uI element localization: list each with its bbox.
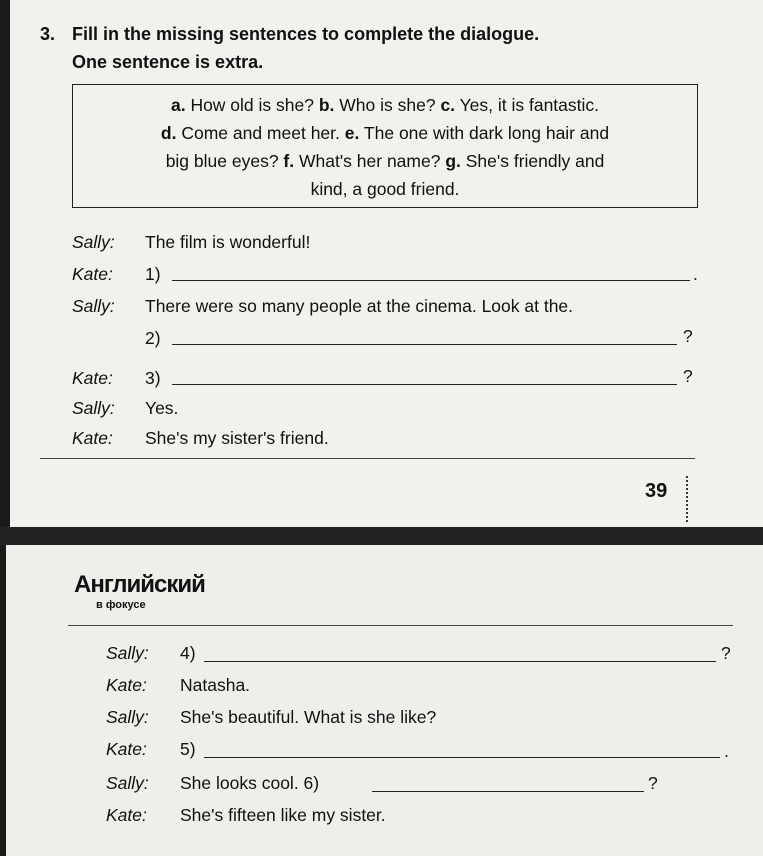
option-letter-e: e. [344,123,360,143]
answer-blank-3[interactable] [172,384,677,385]
page-rule [40,458,695,459]
options-line-2 [73,119,697,147]
answer-blank-6[interactable] [372,791,644,792]
gap-number-2: 2) [145,328,161,348]
speaker-label: Sally: [106,707,149,727]
speaker-label: Sally: [106,773,149,793]
speaker-label: Kate: [106,805,147,825]
page-number: 39 [645,480,668,502]
gap-number-3: 3) [145,368,161,388]
dialogue-line: Yes. [145,398,179,418]
answer-blank-4[interactable] [204,661,716,662]
speaker-label: Kate: [72,264,113,284]
option-letter-g: g. [445,151,461,171]
option-text-f: What's her name? [294,151,446,171]
option-text-d: Come and meet her. [176,123,345,143]
option-text-a: How old is she? [185,95,319,115]
answer-blank-5[interactable] [204,757,720,758]
speaker-label: Kate: [72,428,113,448]
dialogue-line: She's beautiful. What is she like? [180,707,437,727]
option-letter-a: a. [170,95,186,115]
options-line-4 [73,175,697,203]
dialogue-line: Natasha. [180,675,251,695]
speaker-label: Kate: [72,368,113,388]
options-line-1 [73,91,697,119]
exercise-instruction-line2: One sentence is extra. [72,52,264,72]
line-end-punct: ? [648,773,658,793]
speaker-label: Sally: [72,398,115,418]
option-text-g-cont: kind, a good friend. [310,179,460,199]
line-end-punct: . [693,264,698,284]
dialogue-line: She looks cool. 6) [180,773,320,793]
option-text-g: She's friendly and [460,151,605,171]
options-line-3 [73,147,697,175]
option-letter-c: c. [440,95,456,115]
option-text-c: Yes, it is fantastic. [455,95,600,115]
speaker-label: Sally: [72,296,115,316]
speaker-label: Sally: [106,643,149,663]
gap-number-1: 1) [145,264,161,284]
option-text-b: Who is she? [334,95,441,115]
option-text-e-cont: big blue eyes? [165,151,284,171]
speaker-label: Sally: [72,232,115,252]
answer-blank-2[interactable] [172,344,677,345]
answer-blank-1[interactable] [172,280,690,281]
workbook-page-next [0,545,763,856]
option-letter-f: f. [283,151,295,171]
dialogue-line: There were so many people at the cinema. Look at the. [145,296,574,316]
gap-number-4: 4) [180,643,196,663]
publisher-logo-subtitle: в фокусе [96,599,146,611]
dialogue-line: She's my sister's friend. [145,428,329,448]
publisher-logo-title: Английский [74,571,205,598]
header-rule [68,625,733,626]
option-letter-b: b. [318,95,335,115]
exercise-instruction-line1: Fill in the missing sentences to complete the dialogue. [72,24,540,44]
gap-number-5: 5) [180,739,196,759]
exercise-number: 3. [40,24,56,44]
speaker-label: Kate: [106,739,147,759]
option-letter-d: d. [160,123,177,143]
options-box [72,84,698,208]
speaker-label: Kate: [106,675,147,695]
line-end-punct: . [724,741,729,761]
option-text-e: The one with dark long hair and [359,123,610,143]
line-end-punct: ? [683,326,693,346]
dialogue-line: She's fifteen like my sister. [180,805,386,825]
line-end-punct: ? [683,366,693,386]
dialogue-line: The film is wonderful! [145,232,311,252]
line-end-punct: ? [721,643,731,663]
dotted-margin-line [686,476,690,522]
